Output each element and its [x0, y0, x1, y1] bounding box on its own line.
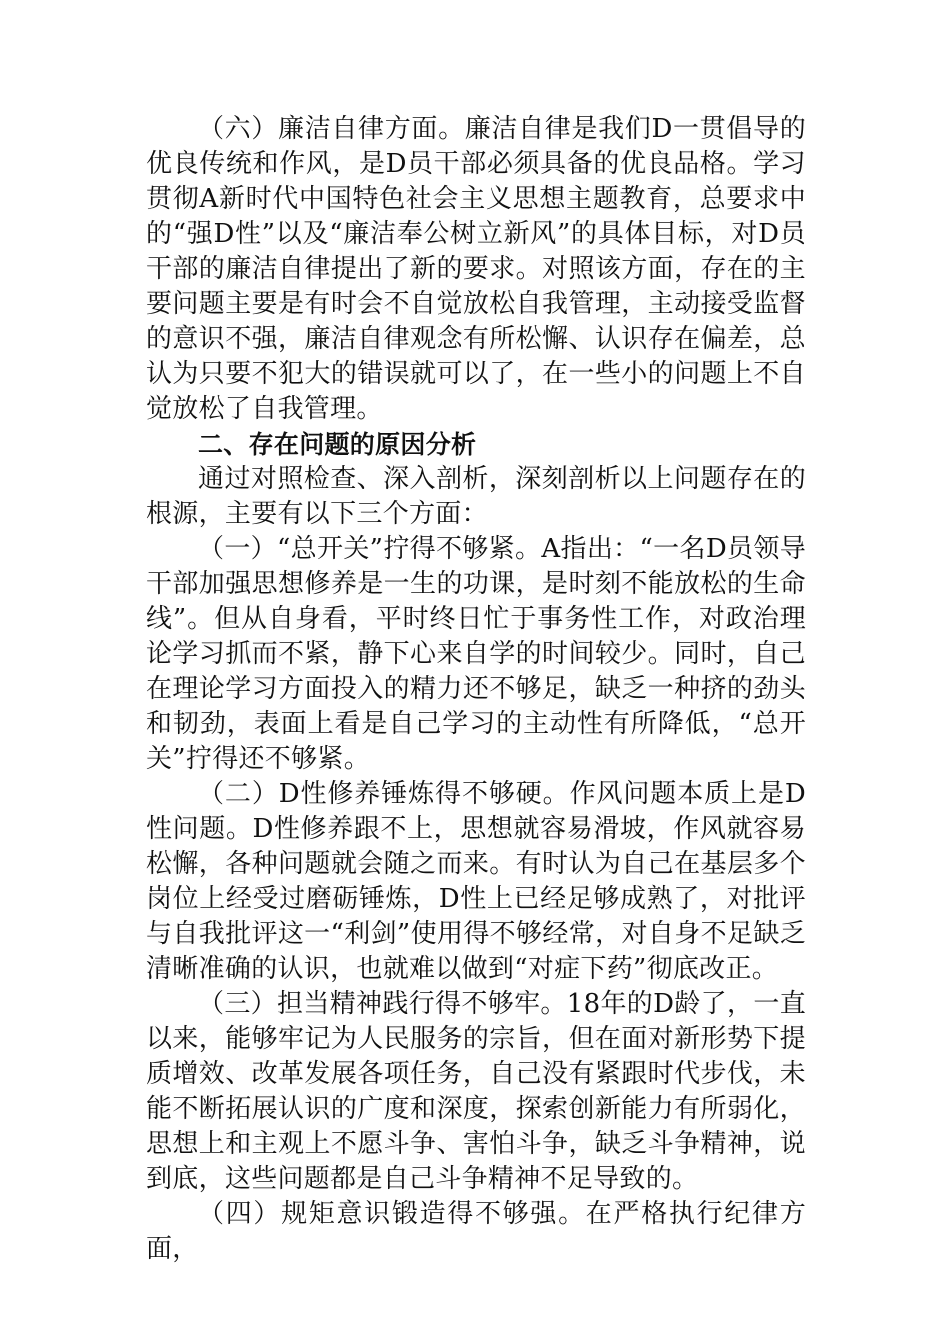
paragraph-cause-four: （四）规矩意识锻造得不够强。在严格执行纪律方面，	[146, 1199, 806, 1264]
paragraph-analysis-intro: 通过对照检查、深入剖析，深刻剖析以上问题存在的根源，主要有以下三个方面：	[146, 464, 806, 529]
paragraph-cause-three: （三）担当精神践行得不够牢。18年的D龄了，一直以来，能够牢记为人民服务的宗旨，但在面对新形势下提质增效、改革发展各项任务，自己没有紧跟时代步伐，未能不断拓展认识的广度和深度，探索创新能力有所弱化，思想上和主观上不愿斗争、害怕斗争，缺乏斗争精神，说到底，这些问题都是自己斗争精神不足导致的。	[146, 989, 806, 1194]
document-page	[146, 112, 806, 1267]
paragraph-cause-two: （二）D性修养锤炼得不够硬。作风问题本质上是D性问题。D性修养跟不上，思想就容易滑坡，作风就容易松懈，各种问题就会随之而来。有时认为自己在基层多个岗位上经受过磨砺锤炼，D性上已经足够成熟了，对批评与自我批评这一“利剑”使用得不够经常，对自身不足缺乏清晰准确的认识，也就难以做到“对症下药”彻底改正。	[146, 779, 806, 984]
paragraph-cause-one: （一）“总开关”拧得不够紧。A指出：“一名D员领导干部加强思想修养是一生的功课，是时刻不能放松的生命线”。但从自身看，平时终日忙于事务性工作，对政治理论学习抓而不紧，静下心来自学的时间较少。同时，自己在理论学习方面投入的精力还不够足，缺乏一种挤的劲头和韧劲，表面上看是自己学习的主动性有所降低，“总开关”拧得还不够紧。	[146, 534, 806, 774]
paragraph-integrity-discipline: （六）廉洁自律方面。廉洁自律是我们D一贯倡导的优良传统和作风，是D员干部必须具备的优良品格。学习贯彻A新时代中国特色社会主义思想主题教育，总要求中的“强D性”以及“廉洁奉公树立新风”的具体目标，对D员干部的廉洁自律提出了新的要求。对照该方面，存在的主要问题主要是有时会不自觉放松自我管理，主动接受监督的意识不强，廉洁自律观念有所松懈、认识存在偏差，总认为只要不犯大的错误就可以了，在一些小的问题上不自觉放松了自我管理。	[146, 114, 806, 424]
section-heading-cause-analysis: 二、存在问题的原因分析	[198, 430, 477, 459]
